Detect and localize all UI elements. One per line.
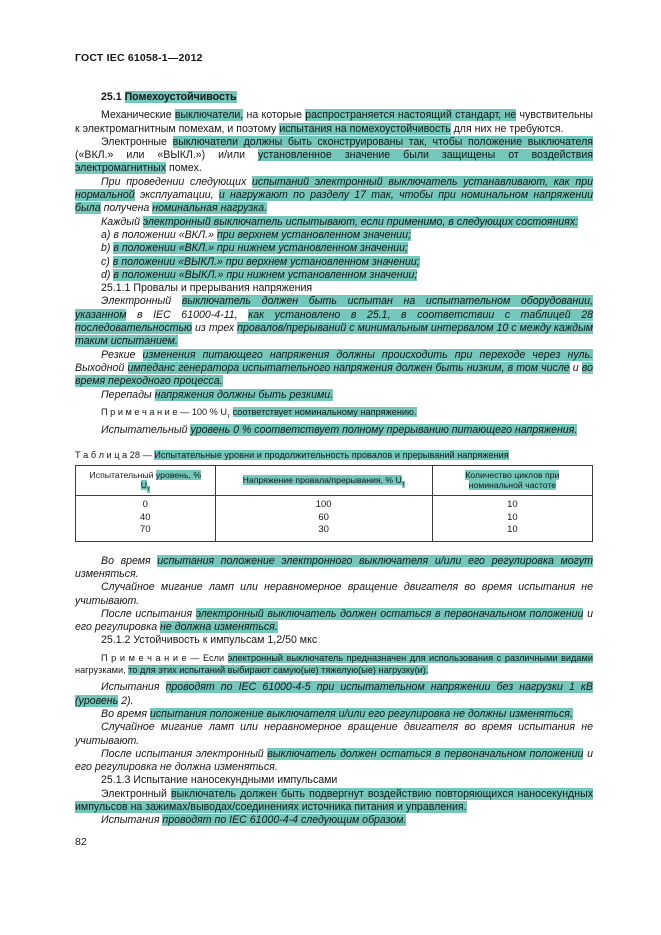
- text-span: Электронный: [101, 295, 182, 308]
- text-span: на которые: [243, 109, 306, 122]
- highlighted-text: изменения питающего напряжения должны происходить при переходе через нуль.: [142, 348, 593, 361]
- text-span: d): [101, 268, 114, 281]
- text-span: Электронный: [101, 787, 172, 800]
- highlighted-text: то для этих испытаний выбирают самую(ые) тяжелую(ые) нагрузку(и).: [128, 664, 429, 675]
- text-span: Каждый: [101, 215, 143, 228]
- heading2: [75, 774, 593, 787]
- highlighted-text: Помехоустойчивость: [124, 91, 237, 103]
- highlighted-text: уровень, % U: [140, 469, 202, 491]
- paragraph: [75, 681, 593, 708]
- note: [75, 653, 593, 677]
- text-span: После испытания: [101, 607, 196, 620]
- text-span: Перепады: [101, 388, 155, 401]
- paragraph: [75, 555, 593, 582]
- highlighted-text: т: [401, 480, 405, 488]
- table-cell: 0: [76, 495, 216, 511]
- highlighted-text: Испытательные уровни и продолжительность провалов и прерываний напряжения: [154, 449, 509, 460]
- highlighted-text: проводят по IEC 61000-4-5 при испытательном напряжении без нагрузки 1 кВ (уровень: [75, 681, 593, 707]
- table-cell: 40: [76, 512, 216, 525]
- table-header-row: [76, 465, 593, 495]
- text-span: получена: [100, 202, 153, 215]
- highlighted-text: т: [146, 486, 150, 494]
- table-header-cell: [215, 465, 432, 495]
- highlighted-text: испытания положение электронного выключателя и/или его регулировка могут: [157, 554, 593, 567]
- highlighted-text: выключатель должен остаться в первоначальном положении: [267, 747, 584, 760]
- caption: [75, 450, 593, 462]
- text-span: и: [569, 361, 582, 374]
- text-span: чувствительны к электромагнитным помехам, и поэтому: [75, 109, 593, 135]
- highlighted-text: электронный выключатель предназначен для использования с различными видами: [227, 652, 593, 663]
- document-code: ГОСТ IEC 61058-1—2012: [75, 52, 203, 64]
- paragraph: [75, 721, 593, 748]
- text-span: П р и м е ч а н и е — Если: [101, 652, 228, 663]
- paragraph: [75, 216, 593, 229]
- text-span: эксплуатации,: [134, 189, 219, 202]
- highlighted-text: при верхнем установленном значении;: [216, 228, 411, 241]
- table-cell: 10: [432, 495, 592, 511]
- highlighted-text: выключатель должен быть испытан на испытательном оборудовании, указанном: [75, 295, 593, 321]
- table-header-cell: [432, 465, 592, 495]
- voltage-dips-table: [75, 465, 593, 542]
- text-span: 25.1.2 Устойчивость к импульсам 1,2/50 мкс: [101, 634, 318, 647]
- paragraph: [75, 389, 593, 402]
- highlighted-text: как установлено в 25.1, в соответствии с таблицей 28 последовательностью: [75, 308, 594, 335]
- document-body: [75, 80, 593, 828]
- heading2: [75, 282, 593, 295]
- highlighted-text: в положении «ВЫКЛ.» при верхнем установленном значении;: [112, 255, 420, 268]
- paragraph: [75, 424, 593, 437]
- highlighted-text: выключатель должен быть подвергнут воздействию повторяющихся наносекундных импульсов на зажимах/выводах/соединениях источника питания и управления.: [75, 787, 593, 814]
- heading2: [75, 634, 593, 647]
- highlighted-text: электронный выключатель испытывают, если применимо, в следующих состояниях:: [142, 215, 579, 228]
- table-cell: 70: [76, 524, 216, 541]
- text-span: c): [101, 255, 113, 268]
- text-span: После испытания электронный: [101, 747, 268, 760]
- text-span: Испытания: [101, 681, 166, 694]
- table-cell: 30: [215, 524, 432, 541]
- paragraph: [75, 708, 593, 721]
- highlighted-text: установленное значение были защищены от воздействия электромагнитных: [75, 149, 593, 175]
- page-number: 82: [75, 836, 87, 848]
- highlighted-text: испытания положение выключателя и/или его регулировка не должны изменяться.: [149, 707, 573, 720]
- paragraph: [75, 748, 593, 775]
- highlighted-text: распространяется настоящий стандарт, не: [305, 109, 517, 122]
- text-span: 2).: [118, 694, 134, 707]
- highlighted-text: напряжения должны быть резкими.: [154, 388, 334, 401]
- highlighted-text: проводят по IEC 61000-4-4 следующим образом.: [162, 814, 407, 827]
- table-row: [76, 512, 593, 525]
- highlighted-text: в положении «ВЫКЛ.» при нижнем установленном значении;: [113, 268, 418, 281]
- text-span: a) в положении «ВКЛ.»: [101, 228, 217, 241]
- text-span: Выходной: [75, 361, 128, 374]
- text-span: и его регулировка: [75, 607, 593, 634]
- table-cell: 100: [215, 495, 432, 511]
- text-span: Во время: [101, 707, 150, 720]
- text-span: Испытания: [101, 814, 163, 827]
- paragraph: [75, 814, 593, 827]
- text-span: Испытательный: [101, 423, 191, 436]
- heading1: [75, 91, 593, 104]
- paragraph: [75, 608, 593, 635]
- text-span: П р и м е ч а н и е — 100 % U: [101, 406, 227, 417]
- highlighted-text: соответствует номинальному напряжению.: [232, 406, 417, 417]
- paragraph: [75, 229, 593, 242]
- highlighted-text: в положении «ВКЛ.» при нижнем установленном значении;: [113, 242, 408, 255]
- text-span: Механические: [101, 109, 175, 122]
- text-span: нагрузками,: [75, 664, 129, 675]
- paragraph: [75, 295, 593, 348]
- highlighted-text: уровень 0 % соответствует полному прерыванию питающего напряжения.: [190, 423, 578, 436]
- text-span: («ВКЛ.» или «ВЫКЛ.») и/или: [75, 149, 259, 162]
- text-span: Случайное мигание ламп или неравномерное вращение двигателя во время испытания не учитывают.: [75, 721, 593, 747]
- paragraph: [75, 581, 593, 608]
- text-span: 25.1: [101, 91, 125, 103]
- text-span: 25.1.1 Провалы и прерывания напряжения: [101, 282, 313, 295]
- paragraph: [75, 176, 593, 216]
- highlighted-text: Напряжение провала/прерывания, % U: [242, 475, 402, 486]
- text-span: из трех: [192, 322, 238, 335]
- table-header-cell: [76, 465, 216, 495]
- text-span: Во время: [101, 554, 158, 567]
- text-span: Случайное мигание ламп или неравномерное вращение двигателя во время испытания не учитывают.: [75, 581, 593, 607]
- highlighted-text: Количество циклов при номинальной частоте: [465, 469, 560, 491]
- table-cell: 10: [432, 524, 592, 541]
- highlighted-text: испытаний электронный выключатель устанавливают, как при нормальной: [75, 175, 593, 202]
- text-span: помех.: [166, 162, 202, 175]
- text-span: в IEC 61000-4-11,: [126, 308, 249, 321]
- text-span: Электронные: [101, 135, 173, 148]
- text-span: При проведении следующих: [101, 175, 253, 188]
- highlighted-text: выключатели,: [174, 109, 244, 122]
- text-span: и его регулировка не должна изменяться.: [75, 747, 593, 774]
- table-row: [76, 495, 593, 511]
- highlighted-text: и нагружают по разделу 17 так, чтобы при номинальном напряжении была: [75, 189, 593, 215]
- highlighted-text: номинальная нагрузка.: [152, 202, 268, 215]
- highlighted-text: электронный выключатель должен остаться в первоначальном положении: [195, 607, 584, 620]
- note: [75, 407, 593, 419]
- highlighted-text: во время переходного процесса.: [75, 361, 593, 388]
- paragraph: [75, 269, 593, 282]
- highlighted-text: импеданс генератора испытательного напряжения должен быть низким, в том числе: [127, 361, 570, 374]
- highlighted-text: провалов/прерываний с минимальным интервалом 10 с между каждым таким испытанием.: [75, 322, 593, 348]
- text-span: Резкие: [101, 348, 143, 361]
- text-span: Т а б л и ц а 28 —: [75, 449, 155, 460]
- highlighted-text: испытания на помехоустойчивость: [279, 122, 451, 135]
- table-cell: 60: [215, 512, 432, 525]
- text-span: Испытательный: [89, 469, 156, 480]
- paragraph: [75, 136, 593, 176]
- highlighted-text: не должна изменяться.: [160, 621, 278, 634]
- text-span: для них не требуются.: [450, 122, 564, 135]
- text-span: b): [101, 242, 114, 255]
- paragraph: [75, 256, 593, 269]
- text-span: 25.1.3 Испытание наносекундными импульсами: [101, 774, 338, 787]
- paragraph: [75, 109, 593, 136]
- table-cell: 10: [432, 512, 592, 525]
- text-span: т: [227, 412, 231, 420]
- table-row: [76, 524, 593, 541]
- text-span: изменяться.: [75, 567, 139, 580]
- paragraph: [75, 788, 593, 815]
- paragraph: [75, 242, 593, 255]
- paragraph: [75, 349, 593, 389]
- highlighted-text: выключатели должны быть сконструированы так, чтобы положение выключателя: [172, 135, 594, 148]
